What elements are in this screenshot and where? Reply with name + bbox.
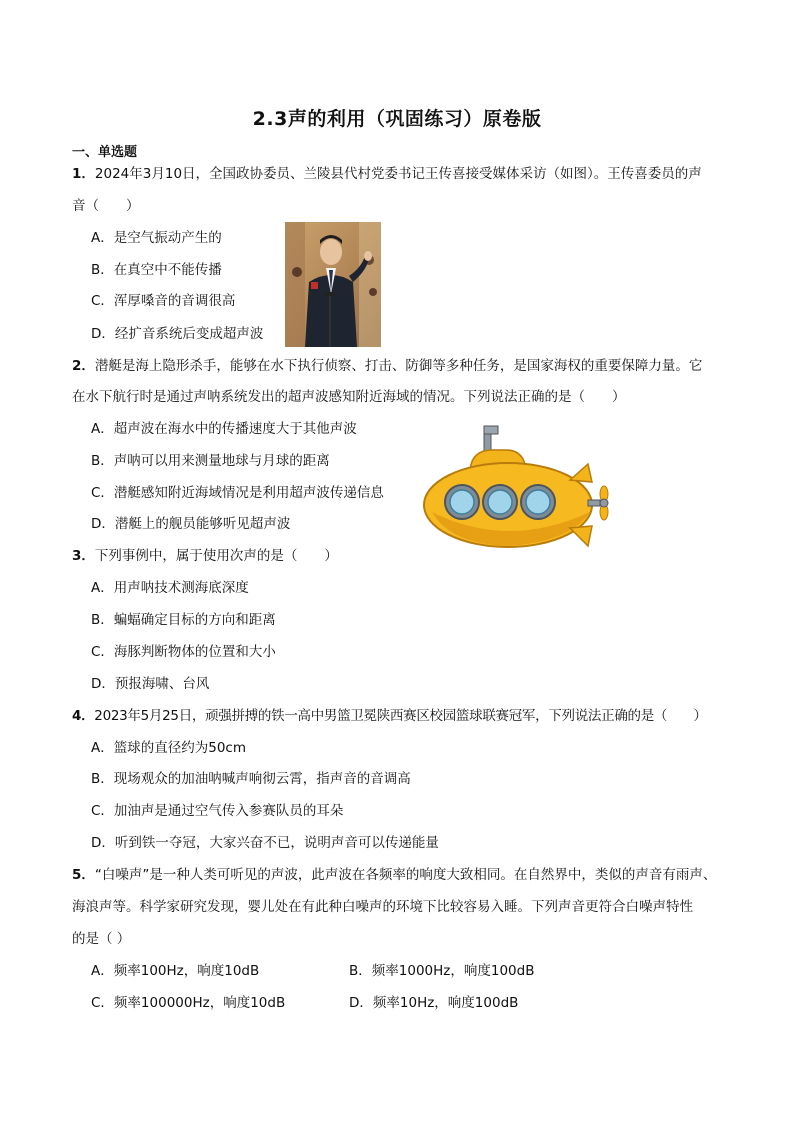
question-2-option-d[interactable]: D．潜艇上的舰员能够听见超声波 [91,516,291,532]
question-5-option-a[interactable]: A．频率100Hz，响度10dB [91,963,260,979]
question-3-option-d[interactable]: D．预报海啸、台风 [91,676,210,692]
question-1-line-2: 音（ ） [72,198,140,214]
question-5-option-b[interactable]: B．频率1000Hz，响度100dB [349,963,535,979]
question-number: 3． [72,548,95,564]
question-4-option-c[interactable]: C．加油声是通过空气传入参赛队员的耳朵 [91,803,344,819]
question-5-line-3: 的是（ ） [72,931,131,947]
question-5-line-2: 海浪声等。科学家研究发现，婴儿处在有此种白噪声的环境下比较容易入睡。下列声音更符合白噪声特性 [72,899,693,915]
interview-photo [285,222,381,347]
question-2-option-a[interactable]: A．超声波在海水中的传播速度大于其他声波 [91,421,357,437]
question-4-option-b[interactable]: B．现场观众的加油呐喊声响彻云霄，指声音的音调高 [91,771,411,787]
section-heading: 一、单选题 [72,145,138,160]
question-2-option-c[interactable]: C．潜艇感知附近海域情况是利用超声波传递信息 [91,485,384,501]
question-1-option-c[interactable]: C．浑厚嗓音的音调很高 [91,293,236,309]
question-3-option-b[interactable]: B．蝙蝠确定目标的方向和距离 [91,612,276,628]
question-number: 4． [72,708,95,724]
question-5-option-d[interactable]: D．频率10Hz，响度100dB [349,995,519,1011]
question-number: 2． [72,358,95,374]
submarine-illustration [420,420,615,555]
question-4-line-1: 4．2023年5月25日，顽强拼搏的铁一高中男篮卫冕陕西赛区校园篮球联赛冠军，下列说法正确的是（ ） [72,708,707,724]
question-2-option-b[interactable]: B．声呐可以用来测量地球与月球的距离 [91,453,330,469]
question-number: 5． [72,867,95,883]
question-3-option-a[interactable]: A．用声呐技术测海底深度 [91,580,249,596]
question-4-option-a[interactable]: A．篮球的直径约为50cm [91,740,246,756]
question-4-option-d[interactable]: D．听到铁一夺冠，大家兴奋不已，说明声音可以传递能量 [91,835,439,851]
question-1-option-b[interactable]: B．在真空中不能传播 [91,262,222,278]
question-1-line-1: 1．2024年3月10日，全国政协委员、兰陵县代村党委书记王传喜接受媒体采访（如图）。王传喜委员的声 [72,166,702,182]
question-5-option-c[interactable]: C．频率100000Hz，响度10dB [91,995,286,1011]
question-5-line-1: 5．“白噪声”是一种人类可听见的声波，此声波在各频率的响度大致相同。在自然界中，类似的声音有雨声、 [72,867,717,883]
page-title: 2.3声的利用（巩固练习）原卷版 [252,108,542,130]
question-2-line-2: 在水下航行时是通过声呐系统发出的超声波感知附近海域的情况。下列说法正确的是（ ） [72,389,626,405]
question-2-line-1: 2．潜艇是海上隐形杀手，能够在水下执行侦察、打击、防御等多种任务，是国家海权的重要保障力量。它 [72,358,703,374]
question-3-line-1: 3．下列事例中，属于使用次声的是（ ） [72,548,338,564]
question-number: 1． [72,166,95,182]
question-1-option-d[interactable]: D．经扩音系统后变成超声波 [91,326,264,342]
question-3-option-c[interactable]: C．海豚判断物体的位置和大小 [91,644,276,660]
question-1-option-a[interactable]: A．是空气振动产生的 [91,230,222,246]
